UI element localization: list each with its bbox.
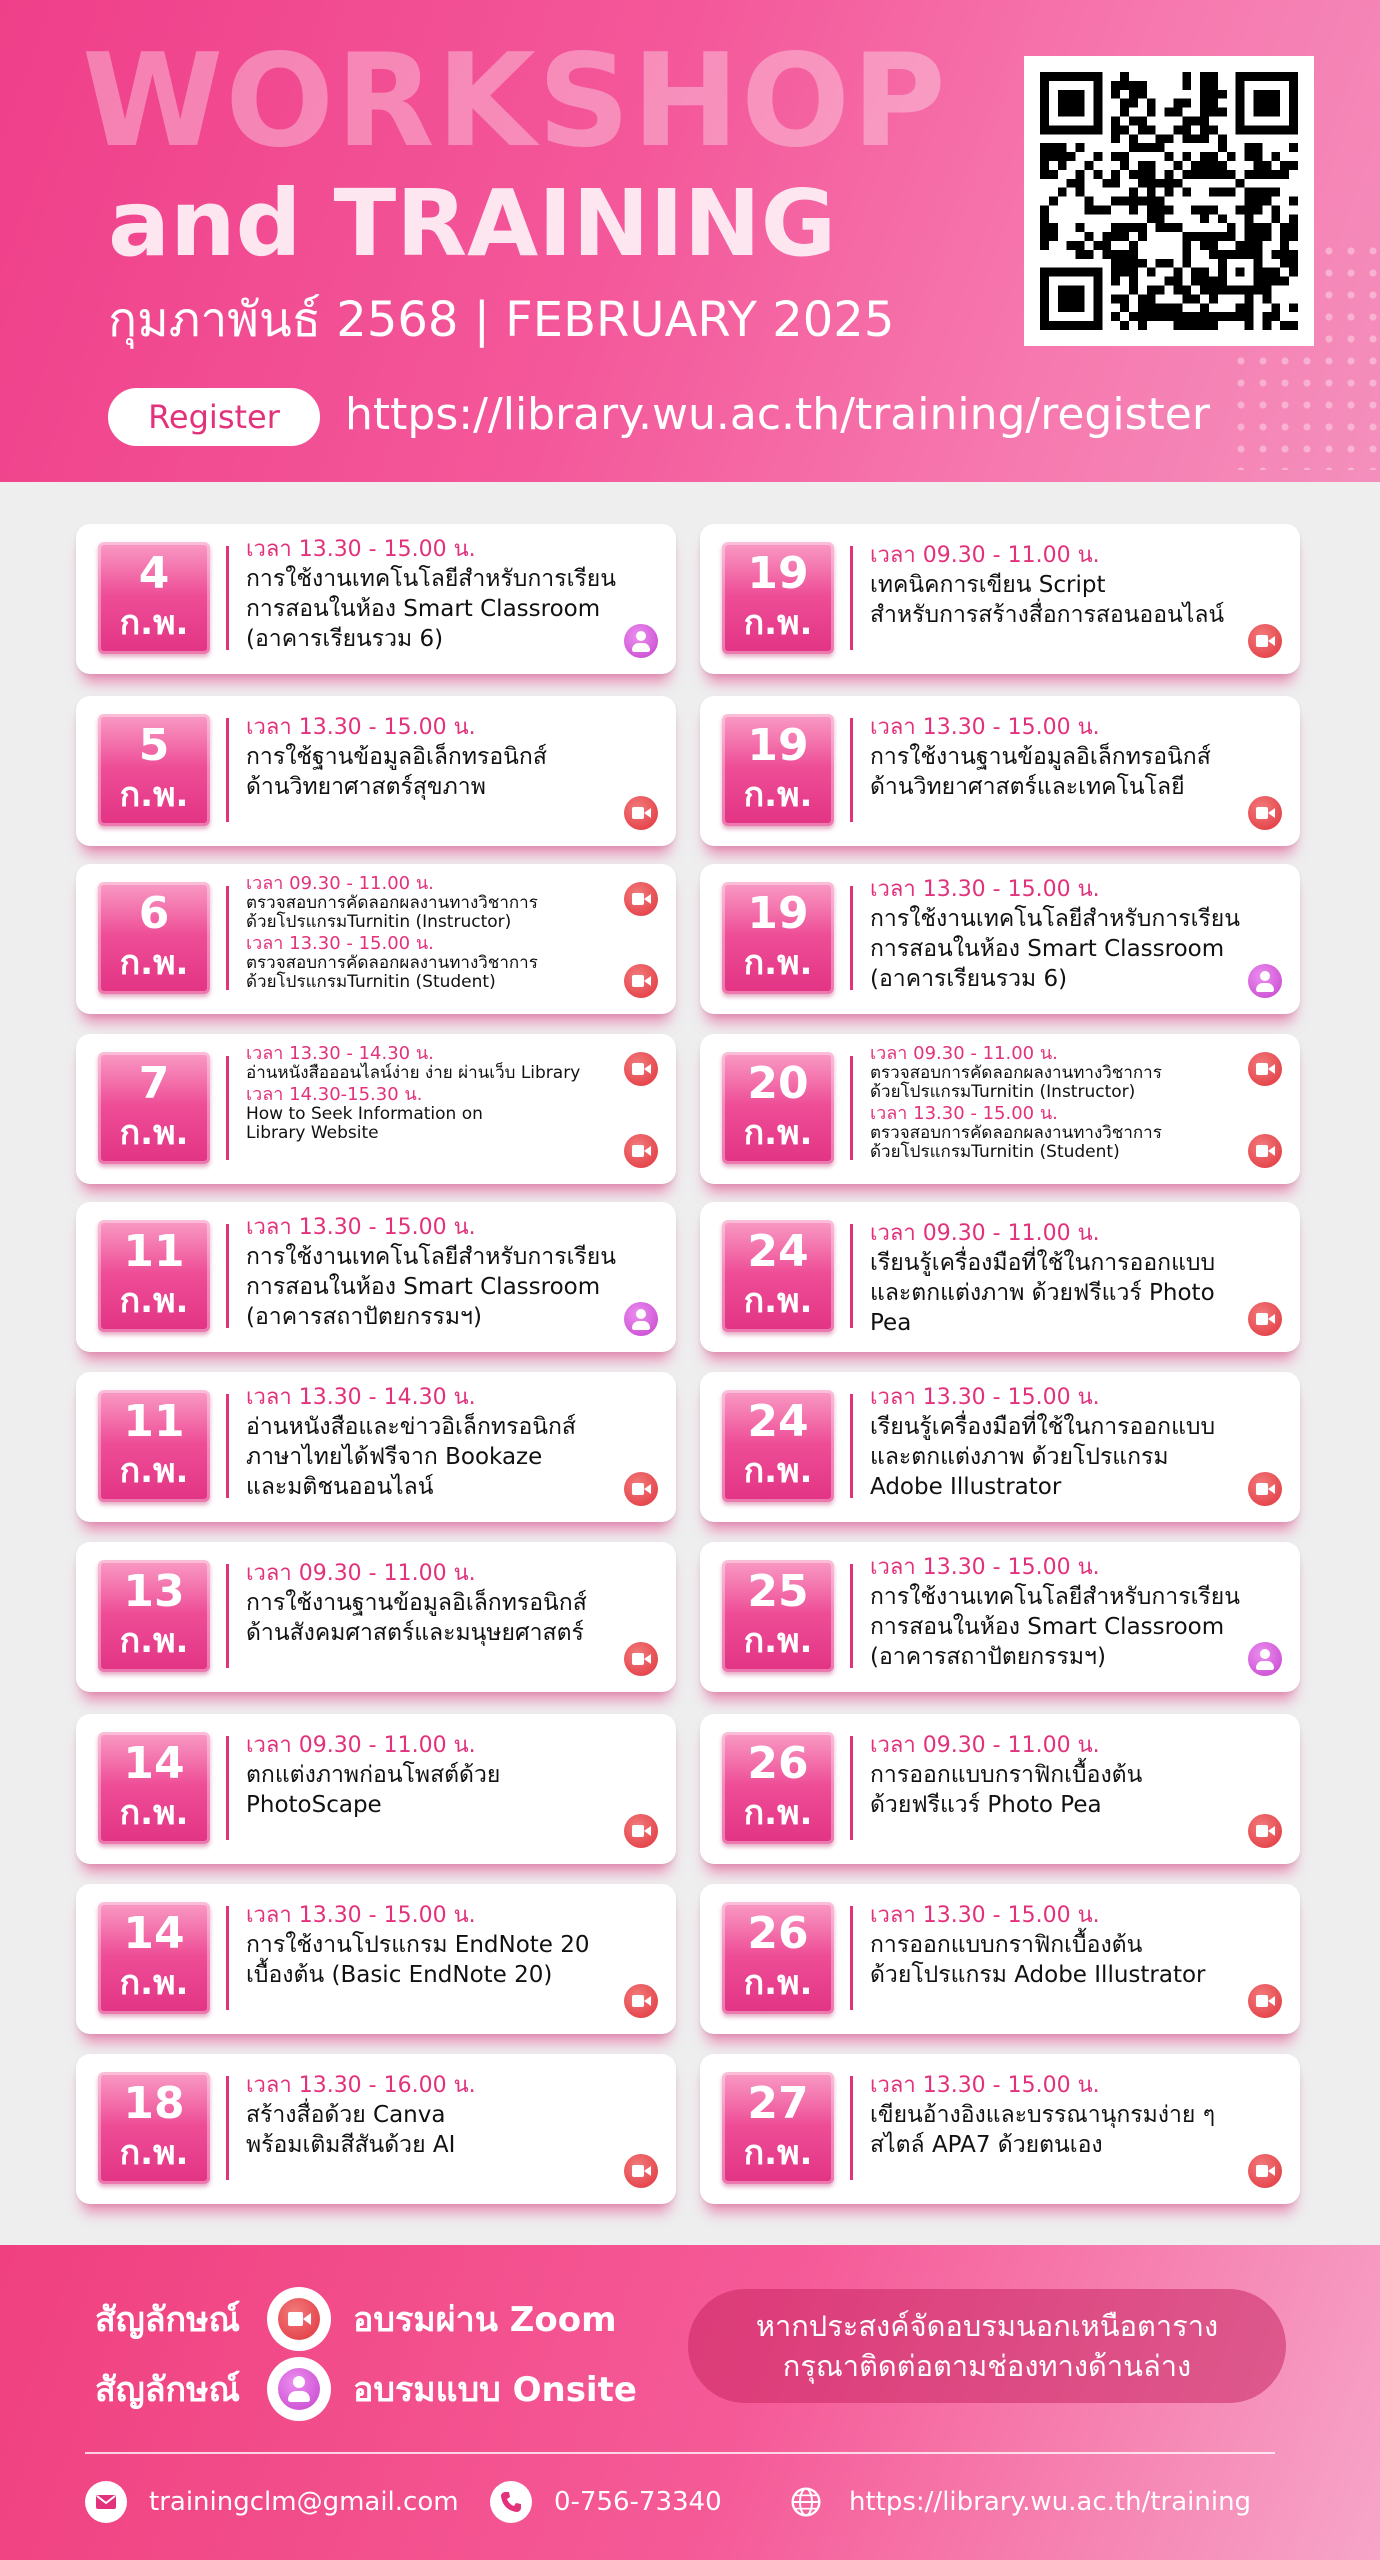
session-content: [246, 1902, 620, 1990]
session-time: เวลา 14.30-15.30 น.: [246, 1084, 423, 1105]
card-divider: [850, 1736, 853, 1840]
date-badge: [98, 2072, 210, 2184]
card-divider: [850, 1056, 853, 1160]
session-title: เขียนอ้างอิงและบรรณานุกรมง่าย ๆ สไตล์ APA7 ด้วยตนเอง: [870, 2102, 1216, 2158]
legend-onsite: [95, 2357, 637, 2421]
session-time: เวลา 13.30 - 15.00 น.: [246, 1215, 476, 1240]
date-month: ก.พ.: [119, 1621, 189, 1661]
session-card[interactable]: [76, 864, 676, 1014]
session-content: [246, 536, 620, 654]
card-divider: [850, 1224, 853, 1328]
session-content: [870, 1044, 1244, 1162]
session-card[interactable]: [700, 1202, 1300, 1352]
session-time: เวลา 13.30 - 15.00 น.: [870, 1385, 1100, 1410]
session-card[interactable]: [76, 1714, 676, 1864]
date-day: 14: [123, 1908, 185, 1959]
session-title: การใช้งานเทคโนโลยีสำหรับการเรียน การสอนในห้อง Smart Classroom (อาคารสถาปัตยกรรมฯ): [246, 1244, 616, 1330]
session-content: [870, 1902, 1244, 1990]
date-month: ก.พ.: [119, 1451, 189, 1491]
session-title: การใช้งานฐานข้อมูลอิเล็กทรอนิกส์ ด้านวิทยาศาสตร์และเทคโนโลยี: [870, 744, 1211, 800]
session-content: [246, 1384, 620, 1502]
card-divider: [226, 546, 229, 650]
session-title: ตรวจสอบการคัดลอกผลงานทางวิชาการ ด้วยโปรแกรมTurnitin (Student): [870, 1123, 1162, 1162]
card-divider: [850, 886, 853, 990]
legend-label: สัญลักษณ์: [95, 2300, 241, 2340]
title-date: กุมภาพันธ์ 2568 | FEBRUARY 2025: [108, 292, 895, 348]
session-title: อ่านหนังสือและข่าวอิเล็กทรอนิกส์ ภาษาไทยได้ฟรีจาก Bookaze และมติชนออนไลน์: [246, 1414, 576, 1500]
date-badge: [98, 1220, 210, 1332]
session-time: เวลา 09.30 - 11.00 น.: [246, 1733, 476, 1758]
date-day: 19: [747, 720, 809, 771]
date-month: ก.พ.: [743, 775, 813, 815]
session-card[interactable]: [76, 524, 676, 674]
session-card[interactable]: [700, 2054, 1300, 2204]
date-badge: [98, 714, 210, 826]
contact-website[interactable]: [785, 2481, 1251, 2523]
zoom-icon: [624, 1134, 658, 1168]
session-title: เรียนรู้เครื่องมือที่ใช้ในการออกแบบ และตกแต่งภาพ ด้วยฟรีแวร์ Photo Pea: [870, 1250, 1216, 1336]
date-badge: [98, 1052, 210, 1164]
date-badge: [722, 1732, 834, 1844]
zoom-icon: [1248, 1814, 1282, 1848]
zoom-icon: [624, 882, 658, 916]
date-day: 27: [747, 2078, 809, 2129]
date-day: 24: [747, 1226, 809, 1277]
date-day: 24: [747, 1396, 809, 1447]
date-badge: [722, 1052, 834, 1164]
contact-email[interactable]: [85, 2481, 459, 2523]
session-title: ตรวจสอบการคัดลอกผลงานทางวิชาการ ด้วยโปรแกรมTurnitin (Instructor): [870, 1063, 1162, 1102]
onsite-icon: [1248, 964, 1282, 998]
session-content: [870, 1384, 1244, 1502]
zoom-icon: [624, 964, 658, 998]
session-time: เวลา 13.30 - 16.00 น.: [246, 2073, 476, 2098]
session-title: สร้างสื่อด้วย Canva พร้อมเติมสีสันด้วย AI: [246, 2102, 456, 2158]
session-title: การใช้งานเทคโนโลยีสำหรับการเรียน การสอนในห้อง Smart Classroom (อาคารเรียนรวม 6): [870, 906, 1240, 992]
session-card[interactable]: [700, 1034, 1300, 1184]
card-divider: [850, 2076, 853, 2180]
card-divider: [850, 1906, 853, 2010]
date-month: ก.พ.: [743, 1281, 813, 1321]
date-month: ก.พ.: [743, 1793, 813, 1833]
footer-banner: [0, 2245, 1380, 2560]
session-card[interactable]: [76, 1034, 676, 1184]
session-title: เทคนิคการเขียน Script สำหรับการสร้างสื่อการสอนออนไลน์: [870, 572, 1225, 628]
date-day: 19: [747, 548, 809, 599]
session-time: เวลา 13.30 - 15.00 น.: [246, 715, 476, 740]
legend-zoom-icon-wrap: [267, 2287, 331, 2351]
session-time: เวลา 09.30 - 11.00 น.: [246, 1561, 476, 1586]
date-day: 14: [123, 1738, 185, 1789]
title-training: and TRAINING: [108, 170, 837, 277]
email-icon: [85, 2481, 127, 2523]
card-divider: [226, 1056, 229, 1160]
session-time: เวลา 13.30 - 15.00 น.: [870, 2073, 1100, 2098]
session-content: [870, 876, 1244, 994]
onsite-icon: [1248, 1642, 1282, 1676]
date-badge: [722, 542, 834, 654]
session-time: เวลา 13.30 - 15.00 น.: [870, 1103, 1058, 1124]
date-month: ก.พ.: [119, 775, 189, 815]
session-time: เวลา 13.30 - 15.00 น.: [246, 933, 434, 954]
card-divider: [850, 718, 853, 822]
card-divider: [226, 1564, 229, 1668]
session-time: เวลา 09.30 - 11.00 น.: [870, 543, 1100, 568]
date-day: 7: [138, 1058, 170, 1109]
session-title: การใช้งานฐานข้อมูลอิเล็กทรอนิกส์ ด้านสังคมศาสตร์และมนุษยศาสตร์: [246, 1590, 587, 1646]
onsite-icon: [278, 2368, 320, 2410]
date-month: ก.พ.: [743, 1621, 813, 1661]
date-day: 18: [123, 2078, 185, 2129]
session-content: [246, 1214, 620, 1332]
contact-note-line2: กรุณาติดต่อตามช่องทางด้านล่าง: [782, 2349, 1192, 2383]
zoom-icon: [1248, 1052, 1282, 1086]
card-divider: [226, 1394, 229, 1498]
session-title: การใช้งานโปรแกรม EndNote 20 เบื้องต้น (Basic EndNote 20): [246, 1932, 590, 1988]
zoom-icon: [624, 796, 658, 830]
date-month: ก.พ.: [743, 1451, 813, 1491]
contact-phone[interactable]: [490, 2481, 722, 2523]
date-day: 20: [747, 1058, 809, 1109]
session-time: เวลา 13.30 - 14.30 น.: [246, 1043, 434, 1064]
date-day: 19: [747, 888, 809, 939]
card-divider: [226, 2076, 229, 2180]
session-title: การออกแบบกราฟิกเบื้องต้น ด้วยฟรีแวร์ Photo Pea: [870, 1762, 1143, 1818]
zoom-icon: [1248, 796, 1282, 830]
date-badge: [722, 1220, 834, 1332]
session-time: เวลา 13.30 - 15.00 น.: [246, 537, 476, 562]
session-card[interactable]: [700, 1372, 1300, 1522]
date-month: ก.พ.: [119, 1793, 189, 1833]
date-badge: [98, 1732, 210, 1844]
session-time: เวลา 09.30 - 11.00 น.: [870, 1221, 1100, 1246]
zoom-icon: [278, 2298, 320, 2340]
session-content: [246, 1044, 620, 1143]
session-time: เวลา 13.30 - 15.00 น.: [870, 1903, 1100, 1928]
session-content: [246, 1732, 620, 1820]
session-title: การใช้งานเทคโนโลยีสำหรับการเรียน การสอนในห้อง Smart Classroom (อาคารเรียนรวม 6): [246, 566, 616, 652]
phone-icon: [490, 2481, 532, 2523]
session-time: เวลา 09.30 - 11.00 น.: [870, 1733, 1100, 1758]
date-badge: [98, 1390, 210, 1502]
title-workshop: WORKSHOP: [82, 27, 948, 176]
session-card[interactable]: [76, 1542, 676, 1692]
footer-divider: [85, 2452, 1275, 2454]
session-content: [870, 1732, 1244, 1820]
session-content: [870, 542, 1244, 630]
qr-code-graphic: [1040, 72, 1298, 330]
legend-zoom-text: อบรมผ่าน Zoom: [353, 2300, 617, 2340]
date-day: 11: [123, 1396, 185, 1447]
date-badge: [722, 882, 834, 994]
website-text: https://library.wu.ac.th/training: [849, 2487, 1252, 2517]
card-divider: [226, 1906, 229, 2010]
card-divider: [850, 546, 853, 650]
session-content: [246, 2072, 620, 2160]
session-time: เวลา 13.30 - 14.30 น.: [246, 1385, 476, 1410]
zoom-icon: [624, 1642, 658, 1676]
date-day: 13: [123, 1566, 185, 1617]
session-content: [870, 714, 1244, 802]
session-title: ตรวจสอบการคัดลอกผลงานทางวิชาการ ด้วยโปรแกรมTurnitin (Student): [246, 953, 538, 992]
contact-note: [688, 2289, 1286, 2403]
zoom-icon: [624, 1052, 658, 1086]
session-title: การใช้งานเทคโนโลยีสำหรับการเรียน การสอนในห้อง Smart Classroom (อาคารสถาปัตยกรรมฯ): [870, 1584, 1240, 1670]
date-badge: [722, 1902, 834, 2014]
date-badge: [98, 1902, 210, 2014]
session-card[interactable]: [76, 1202, 676, 1352]
card-divider: [226, 718, 229, 822]
date-day: 5: [138, 720, 170, 771]
date-badge: [98, 542, 210, 654]
date-badge: [722, 1390, 834, 1502]
date-month: ก.พ.: [119, 1113, 189, 1153]
date-badge: [98, 1560, 210, 1672]
contact-note-line1: หากประสงค์จัดอบรมนอกเหนือตาราง: [755, 2309, 1219, 2343]
session-card[interactable]: [700, 864, 1300, 1014]
zoom-icon: [1248, 2154, 1282, 2188]
session-card[interactable]: [76, 1884, 676, 2034]
zoom-icon: [1248, 624, 1282, 658]
session-content: [870, 1220, 1244, 1338]
globe-icon: [785, 2481, 827, 2523]
date-day: 11: [123, 1226, 185, 1277]
legend-label: สัญลักษณ์: [95, 2370, 241, 2410]
date-day: 6: [138, 888, 170, 939]
zoom-icon: [624, 1472, 658, 1506]
session-card[interactable]: [76, 2054, 676, 2204]
legend-zoom: [95, 2287, 617, 2351]
onsite-icon: [624, 624, 658, 658]
date-month: ก.พ.: [743, 1963, 813, 2003]
session-title: อ่านหนังสือออนไลน์ง่าย ง่าย ผ่านเว็บ Library: [246, 1063, 581, 1083]
card-divider: [226, 886, 229, 990]
session-card[interactable]: [700, 696, 1300, 846]
date-month: ก.พ.: [743, 603, 813, 643]
date-month: ก.พ.: [119, 943, 189, 983]
phone-text: 0-756-73340: [554, 2487, 722, 2517]
session-content: [870, 1554, 1244, 1672]
session-content: [246, 1560, 620, 1648]
session-title: ตรวจสอบการคัดลอกผลงานทางวิชาการ ด้วยโปรแกรมTurnitin (Instructor): [246, 893, 538, 932]
register-button[interactable]: Register: [108, 388, 320, 446]
card-divider: [226, 1224, 229, 1328]
date-badge: [722, 714, 834, 826]
date-month: ก.พ.: [119, 1281, 189, 1321]
session-title: เรียนรู้เครื่องมือที่ใช้ในการออกแบบ และตกแต่งภาพ ด้วยโปรแกรม Adobe Illustrator: [870, 1414, 1216, 1500]
zoom-icon: [1248, 1134, 1282, 1168]
session-title: การใช้ฐานข้อมูลอิเล็กทรอนิกส์ ด้านวิทยาศาสตร์สุขภาพ: [246, 744, 547, 800]
session-time: เวลา 09.30 - 11.00 น.: [246, 873, 434, 894]
session-card[interactable]: [76, 696, 676, 846]
date-month: ก.พ.: [119, 2133, 189, 2173]
date-day: 26: [747, 1908, 809, 1959]
session-time: เวลา 13.30 - 15.00 น.: [246, 1903, 476, 1928]
card-divider: [850, 1564, 853, 1668]
zoom-icon: [624, 2154, 658, 2188]
session-content: [246, 714, 620, 802]
date-badge: [722, 1560, 834, 1672]
session-title: ตกแต่งภาพก่อนโพสต์ด้วย PhotoScape: [246, 1762, 501, 1818]
session-time: เวลา 13.30 - 15.00 น.: [870, 715, 1100, 740]
session-content: [870, 2072, 1244, 2160]
legend-onsite-text: อบรมแบบ Onsite: [353, 2370, 637, 2410]
qr-code[interactable]: [1024, 56, 1314, 346]
register-url-link[interactable]: https://library.wu.ac.th/training/register: [345, 389, 1210, 440]
date-month: ก.พ.: [119, 1963, 189, 2003]
zoom-icon: [1248, 1302, 1282, 1336]
date-month: ก.พ.: [743, 1113, 813, 1153]
session-card[interactable]: [76, 1372, 676, 1522]
session-time: เวลา 09.30 - 11.00 น.: [870, 1043, 1058, 1064]
date-month: ก.พ.: [743, 2133, 813, 2173]
zoom-icon: [1248, 1472, 1282, 1506]
email-text: trainingclm@gmail.com: [149, 2487, 459, 2517]
zoom-icon: [624, 1814, 658, 1848]
date-badge: [722, 2072, 834, 2184]
date-badge: [98, 882, 210, 994]
session-card[interactable]: [700, 1542, 1300, 1692]
session-content: [246, 874, 620, 992]
session-card[interactable]: [700, 524, 1300, 674]
zoom-icon: [624, 1984, 658, 2018]
card-divider: [850, 1394, 853, 1498]
session-time: เวลา 13.30 - 15.00 น.: [870, 877, 1100, 902]
session-title: การออกแบบกราฟิกเบื้องต้น ด้วยโปรแกรม Adobe Illustrator: [870, 1932, 1206, 1988]
session-time: เวลา 13.30 - 15.00 น.: [870, 1555, 1100, 1580]
date-month: ก.พ.: [743, 943, 813, 983]
date-day: 25: [747, 1566, 809, 1617]
header-banner: [0, 0, 1380, 482]
session-card[interactable]: [700, 1714, 1300, 1864]
zoom-icon: [1248, 1984, 1282, 2018]
card-divider: [226, 1736, 229, 1840]
date-day: 4: [138, 548, 170, 599]
legend-onsite-icon-wrap: [267, 2357, 331, 2421]
date-month: ก.พ.: [119, 603, 189, 643]
session-card[interactable]: [700, 1884, 1300, 2034]
session-title: How to Seek Information on Library Website: [246, 1104, 483, 1143]
date-day: 26: [747, 1738, 809, 1789]
onsite-icon: [624, 1302, 658, 1336]
